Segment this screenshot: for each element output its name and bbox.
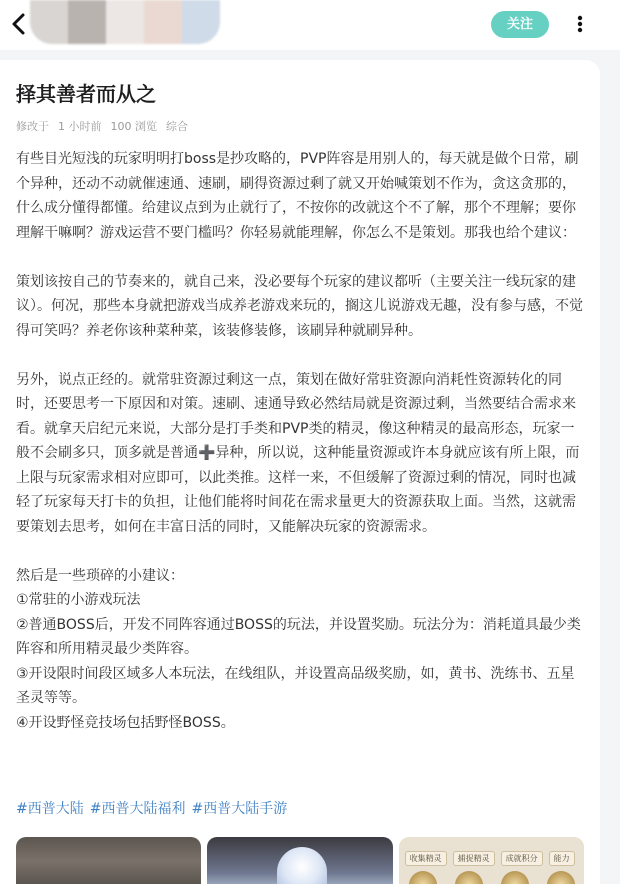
post-body: 有些目光短浅的玩家明明打boss是抄攻略的，PVP阵容是用别人的，每天就是做个日常，刷个异种，还动不动就催速通、速刷，刷得资源过剩了就又开始喊策划不作为，贪这贪那的，什么成分懂得都懂。给建议点到为止就行了，不按你的改就这个不了解，那个不理解；要你理解干嘛啊？游戏运营不要门槛吗？你轻易就能理解，你怎么不是策划。那我也给个建议： 策划该按自己的节奏来的，就自己来，没必要每个玩家的建议都听（主要关注一线玩家的建议）。何况，那些本身就把游戏当成养老游戏来玩的，搁这儿说游戏无趣，没有参与感，不觉得可笑吗？养老你该种菜种菜，该装修装修，该刷异种就刷异种。 另外，说点正经的。就常驻资源过剩这一点，策划在做好常驻资源向消耗性资源转化的同时，还要思考一下原因和对策。速刷、速通导致必然结局就是资源过剩，当然要结合需求来看。就拿天启纪元来说，大部分是打手类和PVP类的精灵，像这种精灵的最高形态，玩家一般不会刷多只，顶多就是普通➕异种，所以说，这种能量资源或许本身就应该有所上限，而上限与玩家需求相对应即可，以此类推。这样一来，不但缓解了资源过剩的情况，同时也减轻了玩家每天打卡的负担，让他们能将时间花在需求量更大的资源获取上面。当然，这就需要策划去思考，如何在丰富日活的同时，又能解决玩家的资源需求。 然后是一些琐碎的小建议： ①常驻的小游戏玩法 ②普通BOSS后，开发不同阵容通过BOSS的玩法，并设置奖励。玩法分为：消耗道具最少类阵容和所用精灵最少类阵容。 ③开设限时间段区域多人本玩法，在线组队，并设置高品级奖励，如，黄书、洗练书、五星圣灵等等。 ④开设野怪竞技场包括野怪BOSS。 <box>16 151 583 731</box>
follow-button[interactable]: 关注 <box>491 11 549 38</box>
image-gallery <box>16 837 584 884</box>
top-bar <box>0 0 620 50</box>
ui-chip: 能力 <box>549 851 575 866</box>
meta-views: 100 浏览 <box>110 120 157 133</box>
hashtag-list <box>16 798 287 820</box>
ui-chip: 成就积分 <box>501 851 543 866</box>
badge-icon <box>547 871 575 884</box>
badge-row <box>409 871 575 884</box>
ui-chip: 收集精灵 <box>405 851 447 866</box>
hashtag-link[interactable]: #西普大陆福利 <box>89 801 186 817</box>
badge-icon <box>409 871 437 884</box>
badge-icon <box>455 871 483 884</box>
more-options-button[interactable] <box>568 10 592 38</box>
meta-modified: 修改于 <box>16 120 49 133</box>
gallery-image[interactable] <box>16 837 201 884</box>
gallery-image[interactable] <box>207 837 392 884</box>
chip-row <box>405 851 575 866</box>
post-meta <box>16 118 188 134</box>
chevron-left-icon <box>8 10 30 38</box>
back-button[interactable] <box>8 10 30 38</box>
meta-time: 1 小时前 <box>58 120 102 133</box>
ui-chip: 捕捉精灵 <box>453 851 495 866</box>
badge-icon <box>501 871 529 884</box>
hashtag-link[interactable]: #西普大陆 <box>16 801 84 817</box>
blurred-author-avatar[interactable] <box>30 0 220 44</box>
character-figure <box>277 847 327 884</box>
vertical-dots-icon <box>568 10 592 38</box>
gallery-image[interactable] <box>399 837 584 884</box>
meta-category[interactable]: 综合 <box>166 120 188 133</box>
post-title: 择其善者而从之 <box>16 82 156 106</box>
hashtag-link[interactable]: #西普大陆手游 <box>191 801 288 817</box>
